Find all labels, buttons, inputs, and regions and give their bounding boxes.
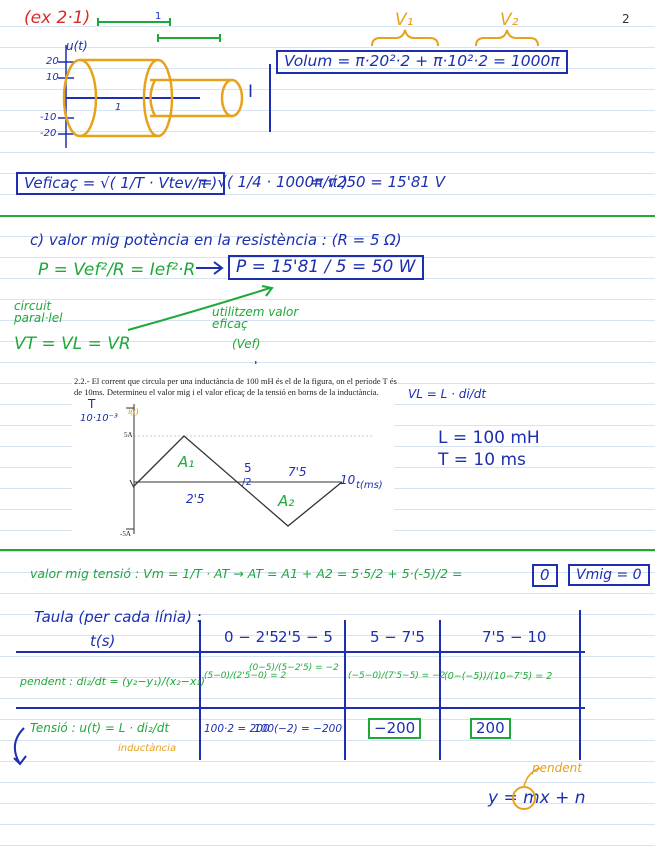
row-slope-3: (−5−0)/(7'5−5) = −2: [348, 671, 446, 681]
v1-label: V₁: [395, 10, 414, 30]
graph-x-5-small: /2: [242, 477, 252, 488]
row-slope-4: (0−(−5))/(10−7'5) = 2: [444, 671, 553, 682]
note-circuit: circuit paral·lel: [14, 299, 63, 325]
region-marker: I: [248, 82, 254, 102]
power-formula: P = Vef²/R = Ief²·R: [38, 260, 196, 280]
mean-voltage-formula: valor mig tensió : Vm = 1/T · AT → AT = A1 + A2 = 5·5/2 + 5·(-5)/2 =: [30, 566, 463, 581]
row-slope-2: (0−5)/(5−2'5) = −2: [249, 663, 339, 673]
vrms-formula-mid: = √( 1/4 · 1000π/π ): [200, 173, 348, 191]
table-col-3: 5 − 7'5: [370, 628, 425, 646]
vrms-result: = √250 = 15'81 V: [310, 173, 445, 191]
note-vef: (Vef): [232, 337, 261, 351]
problem-text-2: de 10ms. Determineu el valor mig i el valor eficaç de la tensió en borns de la inductància.: [74, 387, 379, 397]
graph-a1: A₁: [178, 453, 195, 471]
graph-x-75: 7'5: [288, 465, 307, 479]
table-col-4: 7'5 − 10: [482, 628, 547, 646]
axis-mark-1: 1: [115, 102, 122, 113]
volume-formula: Volum = π·20²·2 + π·10²·2 = 1000π: [276, 50, 568, 74]
table-col-1: 0 − 2'5: [224, 628, 279, 646]
exercise-label: (ex 2·1): [24, 8, 91, 28]
graph-x-unit: t(ms): [356, 480, 383, 491]
tick-minus-10: -10: [40, 112, 57, 123]
v2-label: V₂: [500, 10, 519, 30]
row-voltage-sublabel: inductància: [118, 743, 177, 754]
cylinder-ylabel: u(t): [66, 39, 88, 53]
note-vt: VT = VL = VR: [14, 334, 131, 354]
slope-note-label: pendent: [532, 761, 582, 775]
graph-x-5: 5: [244, 461, 252, 475]
graph-x-10: 10: [340, 473, 356, 487]
graph-a2: A₂: [278, 492, 295, 510]
problem-text-1: 2.2.- El corrent que circula per una inductància de 100 mH és el de la figura, on el període T és: [74, 376, 397, 386]
tick-20: 20: [46, 56, 59, 67]
vl-formula: VL = L · di/dt: [408, 387, 487, 401]
tick-10: 10: [46, 72, 59, 83]
row-voltage-1: 100·2 = 200: [204, 723, 270, 735]
note-effective: utilitzem valor eficaç: [212, 305, 299, 331]
row-voltage-4: 200: [470, 718, 511, 739]
graph-x-25: 2'5: [186, 492, 205, 506]
axis-mark-2: 1: [155, 11, 162, 22]
table-header-label: t(s): [90, 632, 116, 650]
mean-voltage-result: Vmig = 0: [568, 564, 650, 586]
section-c-title: c) valor mig potència en la resistència : (R = 5 Ω): [30, 231, 402, 249]
table-title: Taula (per cada línia) :: [34, 608, 202, 626]
tick-minus-20: -20: [40, 128, 57, 139]
slope-note-formula: y = mx + n: [488, 788, 586, 808]
row-voltage-2: 100(−2) = −200: [254, 723, 343, 735]
vrms-formula-lhs: Veficaç = √( 1/T · Vtev/π ): [16, 172, 225, 195]
row-voltage-3: −200: [368, 718, 421, 739]
row-slope-1: (5−0)/(2'5−0) = 2: [204, 671, 287, 681]
T-note: T: [88, 397, 96, 411]
graph-ylabel: i(t): [128, 406, 139, 416]
row-voltage-label: Tensió : u(t) = L · di₂/dt: [30, 721, 170, 735]
row-slope-label: pendent : di₂/dt = (y₂−y₁)/(x₂−x₁): [20, 675, 206, 688]
given-T: T = 10 ms: [438, 450, 526, 470]
graph-ytick-top: 5A: [124, 431, 133, 439]
table-col-2: 2'5 − 5: [278, 628, 333, 646]
power-result: P = 15'81 / 5 = 50 W: [228, 255, 424, 280]
T-value: 10·10⁻³: [80, 413, 118, 424]
graph-ytick-bottom: -5A: [120, 530, 131, 538]
given-L: L = 100 mH: [438, 428, 540, 448]
mean-voltage-zero: 0: [532, 564, 558, 587]
page-number: 2: [622, 12, 630, 26]
